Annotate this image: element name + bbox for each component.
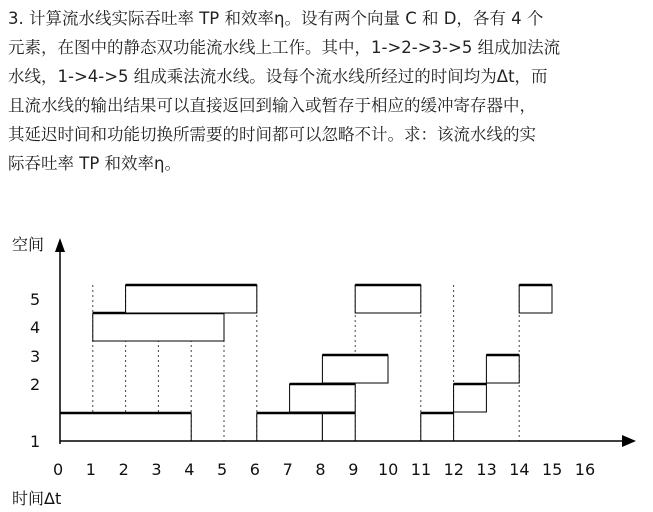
- problem-line: 际吞吐率 TP 和效率η。: [8, 154, 181, 173]
- problem-line: 其延迟时间和功能切换所需要的时间都可以忽略不计。求：该流水线的实: [8, 125, 536, 144]
- time-tick-label: 5: [217, 460, 228, 479]
- time-labels: [53, 460, 595, 479]
- stage-label: 2: [30, 375, 41, 394]
- stage-bar: [60, 413, 191, 441]
- stage-bar: [126, 285, 257, 313]
- problem-line: 水线，1->4->5 组成乘法流水线。设每个流水线所经过的时间均为Δt，而: [8, 67, 548, 86]
- y-axis-arrow-icon: [55, 238, 65, 252]
- time-tick-label: 15: [542, 460, 563, 479]
- x-axis-label: 时间Δt: [12, 489, 62, 508]
- time-tick-label: 0: [53, 460, 64, 479]
- time-tick-label: 4: [184, 460, 195, 479]
- stage-bar: [257, 413, 323, 441]
- time-tick-label: 10: [378, 460, 399, 479]
- y-axis-label: 空间: [12, 235, 45, 254]
- time-tick-label: 7: [282, 460, 293, 479]
- time-tick-label: 2: [118, 460, 129, 479]
- stage-label: 1: [30, 432, 41, 451]
- problem-line: 元素，在图中的静态双功能流水线上工作。其中，1->2->3->5 组成加法流: [8, 38, 561, 57]
- stage-bar: [519, 285, 552, 313]
- time-tick-label: 12: [443, 460, 464, 479]
- stage-labels: [30, 290, 40, 451]
- stage-bar: [322, 413, 355, 441]
- stage-label: 3: [30, 347, 41, 366]
- stage-bar: [454, 384, 487, 412]
- stage-bar: [290, 384, 356, 412]
- stage-bars: [60, 285, 552, 441]
- stage-bar: [322, 355, 388, 383]
- stage-label: 4: [30, 318, 41, 337]
- time-tick-label: 3: [151, 460, 162, 479]
- problem-line: 3. 计算流水线实际吞吐率 TP 和效率η。设有两个向量 C 和 D，各有 4 个: [8, 9, 544, 28]
- problem-line: 且流水线的输出结果可以直接返回到输入或暂存于相应的缓冲寄存器中，: [8, 96, 536, 115]
- time-tick-label: 9: [348, 460, 359, 479]
- time-tick-label: 1: [85, 460, 96, 479]
- time-tick-label: 16: [574, 460, 596, 479]
- stage-bar: [421, 413, 454, 441]
- time-tick-label: 6: [249, 460, 260, 479]
- time-tick-label: 8: [315, 460, 326, 479]
- stage-bar: [355, 285, 421, 313]
- time-tick-label: 14: [509, 460, 530, 479]
- x-axis-arrow-icon: [622, 435, 636, 447]
- stage-bar: [486, 355, 519, 383]
- time-tick-label: 11: [410, 460, 432, 479]
- time-tick-label: 13: [476, 460, 497, 479]
- stage-bar: [93, 313, 224, 341]
- stage-label: 5: [30, 290, 41, 309]
